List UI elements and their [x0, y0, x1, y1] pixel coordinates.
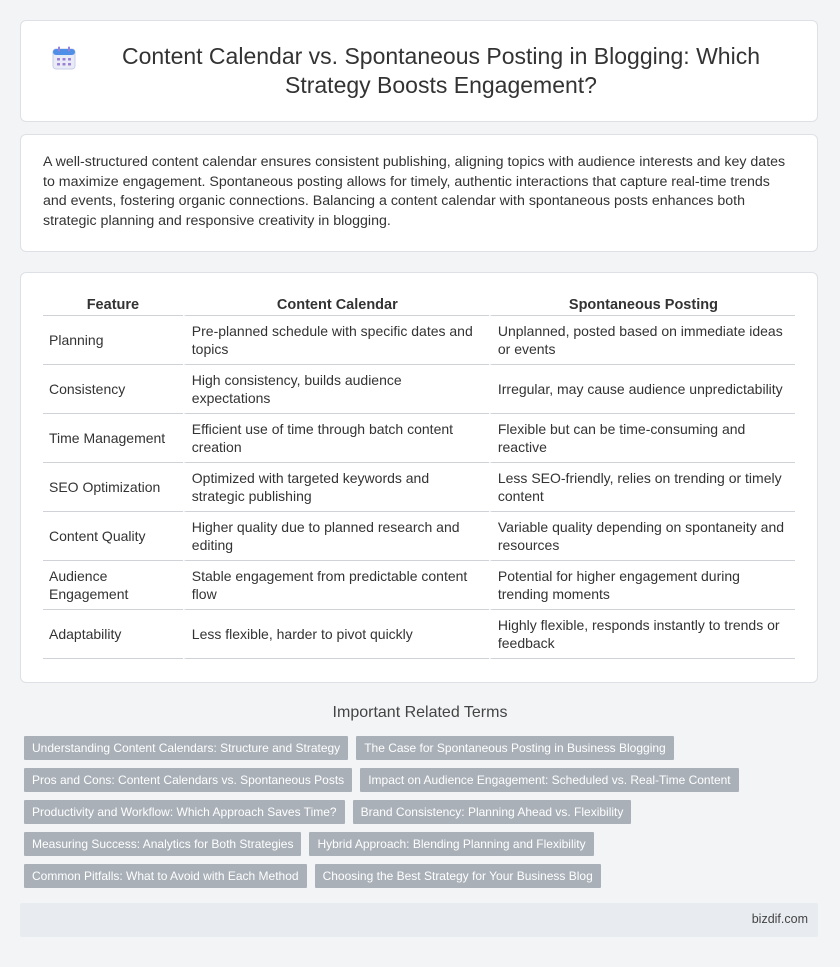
table-row [43, 316, 795, 365]
related-term-tag[interactable]: Impact on Audience Engagement: Scheduled vs. Real-Time Content [360, 768, 738, 792]
feature-cell: Consistency [43, 365, 183, 414]
calendar-cell: Stable engagement from predictable content flow [183, 561, 489, 610]
spontaneous-cell: Irregular, may cause audience unpredictability [489, 365, 795, 414]
intro-text: A well-structured content calendar ensures consistent publishing, aligning topics with audience interests and key dates to maximize engagement. Spontaneous posting allows for timely, authentic interactions that capture real-time trends and events, fostering organic connections. Balancing a content calendar with spontaneous posts enhances both strategic planning and responsive creativity in blogging. [43, 154, 786, 229]
table-row [43, 610, 795, 659]
feature-cell: Content Quality [43, 512, 183, 561]
table-row [43, 512, 795, 561]
tag-row [24, 864, 814, 888]
spontaneous-cell: Unplanned, posted based on immediate ideas or events [489, 316, 795, 365]
related-terms-title: Important Related Terms [332, 704, 508, 721]
header-content-calendar: Content Calendar [183, 291, 489, 316]
comparison-table [43, 291, 795, 659]
calendar-icon [51, 45, 77, 71]
footer-site-link[interactable]: bizdif.com [751, 912, 808, 926]
footer [20, 903, 818, 937]
page-title: Content Calendar vs. Spontaneous Posting in Blogging: Which Strategy Boosts Engagement? [121, 43, 760, 98]
feature-cell: SEO Optimization [43, 463, 183, 512]
spontaneous-cell: Flexible but can be time-consuming and reactive [489, 414, 795, 463]
related-terms-list [24, 736, 814, 896]
related-term-tag[interactable]: Productivity and Workflow: Which Approach Saves Time? [24, 800, 345, 824]
related-term-tag[interactable]: Understanding Content Calendars: Structure and Strategy [24, 736, 348, 760]
related-term-tag[interactable]: Common Pitfalls: What to Avoid with Each Method [24, 864, 307, 888]
calendar-cell: Efficient use of time through batch content creation [183, 414, 489, 463]
tag-row [24, 736, 814, 760]
related-term-tag[interactable]: Brand Consistency: Planning Ahead vs. Flexibility [353, 800, 632, 824]
spontaneous-cell: Potential for higher engagement during trending moments [489, 561, 795, 610]
tag-row [24, 800, 814, 824]
tag-row [24, 768, 814, 792]
header-spontaneous-posting: Spontaneous Posting [489, 291, 795, 316]
spontaneous-cell: Highly flexible, responds instantly to trends or feedback [489, 610, 795, 659]
related-term-tag[interactable]: Hybrid Approach: Blending Planning and Flexibility [309, 832, 593, 856]
feature-cell: Time Management [43, 414, 183, 463]
table-row [43, 463, 795, 512]
calendar-cell: High consistency, builds audience expectations [183, 365, 489, 414]
title-wrap [21, 42, 817, 100]
related-term-tag[interactable]: The Case for Spontaneous Posting in Business Blogging [356, 736, 674, 760]
table-row [43, 365, 795, 414]
calendar-cell: Pre-planned schedule with specific dates and topics [183, 316, 489, 365]
calendar-cell: Higher quality due to planned research and editing [183, 512, 489, 561]
header-feature: Feature [43, 291, 183, 316]
title-card [20, 20, 818, 122]
calendar-cell: Less flexible, harder to pivot quickly [183, 610, 489, 659]
related-term-tag[interactable]: Measuring Success: Analytics for Both Strategies [24, 832, 301, 856]
spontaneous-cell: Variable quality depending on spontaneity and resources [489, 512, 795, 561]
table-row [43, 561, 795, 610]
tag-row [24, 832, 814, 856]
table-row [43, 414, 795, 463]
comparison-card [20, 272, 818, 683]
related-term-tag[interactable]: Choosing the Best Strategy for Your Business Blog [315, 864, 601, 888]
feature-cell: Audience Engagement [43, 561, 183, 610]
feature-cell: Planning [43, 316, 183, 365]
intro-card [20, 134, 818, 252]
related-term-tag[interactable]: Pros and Cons: Content Calendars vs. Spontaneous Posts [24, 768, 352, 792]
feature-cell: Adaptability [43, 610, 183, 659]
table-header-row [43, 291, 795, 316]
calendar-cell: Optimized with targeted keywords and strategic publishing [183, 463, 489, 512]
spontaneous-cell: Less SEO-friendly, relies on trending or timely content [489, 463, 795, 512]
